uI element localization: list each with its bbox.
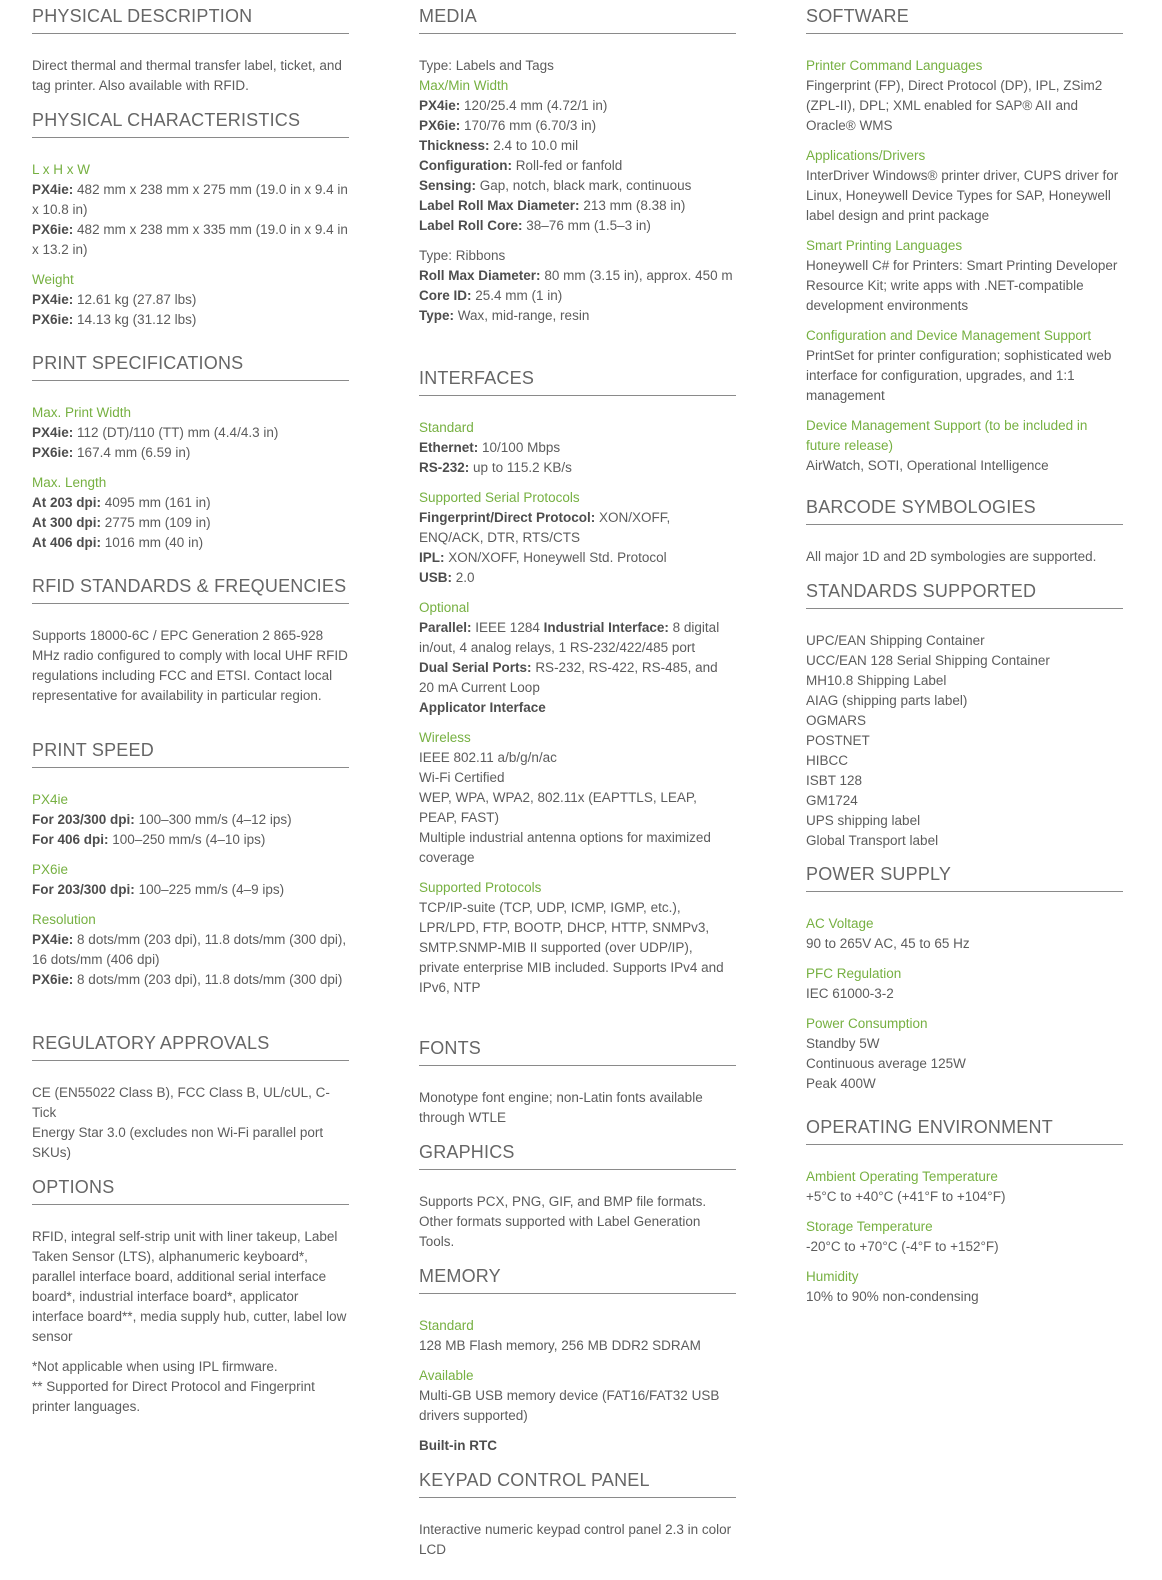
subheading-standard: Standard: [419, 420, 474, 435]
power-text: Standby 5W: [806, 1036, 880, 1051]
section-heading: RFID STANDARDS & FREQUENCIES: [32, 576, 347, 596]
subheading-weight: Weight: [32, 272, 74, 287]
power-text: IEC 61000-3-2: [806, 986, 894, 1001]
spec-line: Ethernet: 10/100 Mbps: [419, 440, 561, 455]
subheading-humidity: Humidity: [806, 1269, 859, 1284]
section-divider: [419, 1497, 736, 1498]
spec-line: PX6ie: 482 mm x 238 mm x 335 mm (19.0 in x 9.4 in x 13.2 in): [32, 222, 348, 257]
section-memory: [419, 1264, 736, 1456]
section-keypad: [419, 1468, 736, 1560]
section-regulatory-approvals: [32, 1031, 349, 1163]
spec-line: PX4ie: 482 mm x 238 mm x 275 mm (19.0 in x 9.4 in x 10.8 in): [32, 182, 348, 217]
section-heading: POWER SUPPLY: [806, 864, 952, 884]
rfid-text: Supports 18000-6C / EPC Generation 2 865-928 MHz radio configured to comply with local UHF RFID regulations including FCC and ETSI. Contact local representative for availability in particular region.: [32, 628, 348, 703]
standard-item: ISBT 128: [806, 773, 863, 788]
barcode-text: All major 1D and 2D symbologies are supported.: [806, 549, 1097, 564]
spec-line: PX6ie: 170/76 mm (6.70/3 in): [419, 118, 597, 133]
section-interfaces: [419, 366, 736, 998]
section-heading: OPERATING ENVIRONMENT: [806, 1117, 1053, 1137]
graphics-text: Supports PCX, PNG, GIF, and BMP file formats. Other formats supported with Label Generation Tools.: [419, 1194, 707, 1249]
standard-item: GM1724: [806, 793, 858, 808]
section-heading: OPTIONS: [32, 1177, 115, 1197]
standard-item: Global Transport label: [806, 833, 939, 848]
section-options: [32, 1175, 349, 1417]
section-physical-description: [32, 4, 349, 96]
memory-rtc: Built-in RTC: [419, 1438, 497, 1453]
section-graphics: [419, 1140, 736, 1252]
regulatory-line: CE (EN55022 Class B), FCC Class B, UL/cUL, C-Tick: [32, 1085, 330, 1120]
section-divider: [806, 524, 1123, 525]
subheading-serial-protocols: Supported Serial Protocols: [419, 490, 580, 505]
section-power-supply: [806, 862, 1123, 1094]
standard-item: UPS shipping label: [806, 813, 921, 828]
section-divider: [32, 137, 349, 138]
memory-available-text: Multi-GB USB memory device (FAT16/FAT32 USB drivers supported): [419, 1388, 720, 1423]
spec-line: Dual Serial Ports: RS-232, RS-422, RS-485, and 20 mA Current Loop: [419, 660, 718, 695]
keypad-text: Interactive numeric keypad control panel 2.3 in color LCD: [419, 1522, 732, 1557]
section-print-specifications: [32, 351, 349, 553]
options-footnote: *Not applicable when using IPL firmware.: [32, 1359, 278, 1374]
section-divider: [419, 33, 736, 34]
section-divider: [32, 603, 349, 604]
section-divider: [806, 608, 1123, 609]
subheading-applications-drivers: Applications/Drivers: [806, 148, 926, 163]
spec-line: RS-232: up to 115.2 KB/s: [419, 460, 572, 475]
power-text: 90 to 265V AC, 45 to 65 Hz: [806, 936, 970, 951]
spec-line: PX6ie: 14.13 kg (31.12 lbs): [32, 312, 197, 327]
subheading-smart-printing: Smart Printing Languages: [806, 238, 963, 253]
section-standards: [806, 579, 1123, 851]
section-rfid: [32, 574, 349, 706]
spec-line: Fingerprint/Direct Protocol: XON/XOFF, ENQ/ACK, DTR, RTS/CTS: [419, 510, 671, 545]
section-heading: STANDARDS SUPPORTED: [806, 581, 1037, 601]
section-physical-characteristics: [32, 108, 349, 330]
section-print-speed: [32, 738, 349, 990]
spec-line: PX4ie: 12.61 kg (27.87 lbs): [32, 292, 197, 307]
section-heading: BARCODE SYMBOLOGIES: [806, 497, 1036, 517]
section-fonts: [419, 1036, 736, 1128]
subheading-memory-available: Available: [419, 1368, 474, 1383]
spec-line: Sensing: Gap, notch, black mark, continuous: [419, 178, 692, 193]
spec-line: Configuration: Roll-fed or fanfold: [419, 158, 623, 173]
memory-standard-text: 128 MB Flash memory, 256 MB DDR2 SDRAM: [419, 1338, 701, 1353]
software-text: PrintSet for printer configuration; sophisticated web interface for configuration, upgrades, and 1:1 management: [806, 348, 1112, 403]
section-media: [419, 4, 736, 326]
spec-line: PX4ie: 112 (DT)/110 (TT) mm (4.4/4.3 in): [32, 425, 279, 440]
spec-line: For 406 dpi: 100–250 mm/s (4–10 ips): [32, 832, 266, 847]
subheading-resolution: Resolution: [32, 912, 96, 927]
section-divider: [806, 33, 1123, 34]
section-heading: SOFTWARE: [806, 6, 909, 26]
power-text: Peak 400W: [806, 1076, 876, 1091]
section-heading: REGULATORY APPROVALS: [32, 1033, 270, 1053]
subheading-device-management: Device Management Support (to be included in future release): [806, 418, 1088, 453]
spec-line: USB: 2.0: [419, 570, 475, 585]
spec-line: For 203/300 dpi: 100–225 mm/s (4–9 ips): [32, 882, 285, 897]
section-divider: [32, 33, 349, 34]
wireless-line: IEEE 802.11 a/b/g/n/ac: [419, 750, 557, 765]
description-text: Direct thermal and thermal transfer label, ticket, and tag printer. Also available with RFID.: [32, 58, 342, 93]
section-heading: FONTS: [419, 1038, 481, 1058]
section-operating-environment: [806, 1115, 1123, 1307]
spec-line: Type: Wax, mid-range, resin: [419, 308, 590, 323]
section-divider: [419, 1293, 736, 1294]
subheading-ambient-temp: Ambient Operating Temperature: [806, 1169, 998, 1184]
spec-line: For 203/300 dpi: 100–300 mm/s (4–12 ips): [32, 812, 292, 827]
subheading-max-length: Max. Length: [32, 475, 107, 490]
regulatory-line: Energy Star 3.0 (excludes non Wi-Fi parallel port SKUs): [32, 1125, 324, 1160]
options-text: RFID, integral self-strip unit with liner takeup, Label Taken Sensor (LTS), alphanumeric keyboard*, parallel interface board, additional serial interface board*, industrial interface board*, applicator interface board**, media supply hub, cutter, label low sensor: [32, 1229, 347, 1344]
section-divider: [32, 1204, 349, 1205]
standard-item: AIAG (shipping parts label): [806, 693, 968, 708]
spec-line: Core ID: 25.4 mm (1 in): [419, 288, 563, 303]
environment-text: 10% to 90% non-condensing: [806, 1289, 979, 1304]
environment-text: +5°C to +40°C (+41°F to +104°F): [806, 1189, 1006, 1204]
subheading-dimensions: L x H x W: [32, 162, 91, 177]
environment-text: -20°C to +70°C (-4°F to +152°F): [806, 1239, 999, 1254]
section-heading: PRINT SPEED: [32, 740, 154, 760]
section-software: [806, 4, 1123, 476]
section-barcode: [806, 495, 1123, 567]
standard-item: UCC/EAN 128 Serial Shipping Container: [806, 653, 1050, 668]
spec-line: PX6ie: 167.4 mm (6.59 in): [32, 445, 191, 460]
spec-line: Parallel: IEEE 1284 Industrial Interface: 8 digital in/out, 4 analog relays, 1 RS-232/422/485 port: [419, 620, 720, 655]
fonts-text: Monotype font engine; non-Latin fonts available through WTLE: [419, 1090, 703, 1125]
software-text: Honeywell C# for Printers: Smart Printing Developer Resource Kit; write apps with .NET-compatible development environments: [806, 258, 1118, 313]
standard-item: POSTNET: [806, 733, 870, 748]
spec-line: PX4ie: 120/25.4 mm (4.72/1 in): [419, 98, 608, 113]
subheading-supported-protocols: Supported Protocols: [419, 880, 542, 895]
media-type-labels: Type: Labels and Tags: [419, 58, 554, 73]
subheading-px4ie: PX4ie: [32, 792, 69, 807]
spec-line: At 203 dpi: 4095 mm (161 in): [32, 495, 211, 510]
subheading-max-print-width: Max. Print Width: [32, 405, 132, 420]
media-type-ribbons: Type: Ribbons: [419, 248, 506, 263]
section-divider: [32, 380, 349, 381]
wireless-line: Wi-Fi Certified: [419, 770, 505, 785]
options-footnote: ** Supported for Direct Protocol and Fingerprint printer languages.: [32, 1379, 315, 1414]
wireless-line: WEP, WPA, WPA2, 802.11x (EAPTTLS, LEAP, PEAP, FAST): [419, 790, 697, 825]
section-heading: MEDIA: [419, 6, 478, 26]
section-heading: INTERFACES: [419, 368, 535, 388]
software-text: AirWatch, SOTI, Operational Intelligence: [806, 458, 1049, 473]
software-text: InterDriver Windows® printer driver, CUPS driver for Linux, Honeywell Device Types for SAP, Honeywell label design and print package: [806, 168, 1119, 223]
power-text: Continuous average 125W: [806, 1056, 966, 1071]
subheading-max-min-width: Max/Min Width: [419, 78, 509, 93]
section-heading: GRAPHICS: [419, 1142, 515, 1162]
subheading-wireless: Wireless: [419, 730, 471, 745]
section-divider: [419, 1169, 736, 1170]
spec-line: Applicator Interface: [419, 700, 546, 715]
section-heading: PHYSICAL DESCRIPTION: [32, 6, 253, 26]
section-divider: [419, 1065, 736, 1066]
subheading-ac-voltage: AC Voltage: [806, 916, 874, 931]
spec-line: Roll Max Diameter: 80 mm (3.15 in), approx. 450 m: [419, 268, 733, 283]
spec-line: Label Roll Max Diameter: 213 mm (8.38 in): [419, 198, 686, 213]
standard-item: UPC/EAN Shipping Container: [806, 633, 985, 648]
section-divider: [806, 1144, 1123, 1145]
protocols-text: TCP/IP-suite (TCP, UDP, ICMP, IGMP, etc.), LPR/LPD, FTP, BOOTP, DHCP, HTTP, SNMPv3, SMTP.SNMP-MIB II supported (over UDP/IP), private enterprise MIB included. Supports IPv4 and IPv6, NTP: [419, 900, 724, 995]
section-divider: [806, 891, 1123, 892]
software-text: Fingerprint (FP), Direct Protocol (DP), IPL, ZSim2 (ZPL-II), DPL; XML enabled for SAP® AII and Oracle® WMS: [806, 78, 1103, 133]
spec-line: IPL: XON/XOFF, Honeywell Std. Protocol: [419, 550, 667, 565]
section-heading: KEYPAD CONTROL PANEL: [419, 1470, 650, 1490]
subheading-config-management: Configuration and Device Management Support: [806, 328, 1092, 343]
section-divider: [32, 1060, 349, 1061]
spec-line: At 300 dpi: 2775 mm (109 in): [32, 515, 211, 530]
subheading-pfc: PFC Regulation: [806, 966, 902, 981]
wireless-line: Multiple industrial antenna options for maximized coverage: [419, 830, 711, 865]
spec-line: At 406 dpi: 1016 mm (40 in): [32, 535, 204, 550]
section-divider: [32, 767, 349, 768]
subheading-storage-temp: Storage Temperature: [806, 1219, 933, 1234]
spec-line: Thickness: 2.4 to 10.0 mil: [419, 138, 579, 153]
spec-line: PX4ie: 8 dots/mm (203 dpi), 11.8 dots/mm (300 dpi), 16 dots/mm (406 dpi): [32, 932, 347, 967]
standard-item: HIBCC: [806, 753, 849, 768]
standard-item: OGMARS: [806, 713, 867, 728]
section-heading: PHYSICAL CHARACTERISTICS: [32, 110, 301, 130]
spec-line: Label Roll Core: 38–76 mm (1.5–3 in): [419, 218, 651, 233]
section-divider: [419, 395, 736, 396]
section-heading: PRINT SPECIFICATIONS: [32, 353, 244, 373]
subheading-optional: Optional: [419, 600, 470, 615]
subheading-command-languages: Printer Command Languages: [806, 58, 983, 73]
subheading-memory-standard: Standard: [419, 1318, 474, 1333]
spec-line: PX6ie: 8 dots/mm (203 dpi), 11.8 dots/mm (300 dpi): [32, 972, 343, 987]
subheading-power-consumption: Power Consumption: [806, 1016, 928, 1031]
subheading-px6ie: PX6ie: [32, 862, 69, 877]
section-heading: MEMORY: [419, 1266, 501, 1286]
standard-item: MH10.8 Shipping Label: [806, 673, 947, 688]
